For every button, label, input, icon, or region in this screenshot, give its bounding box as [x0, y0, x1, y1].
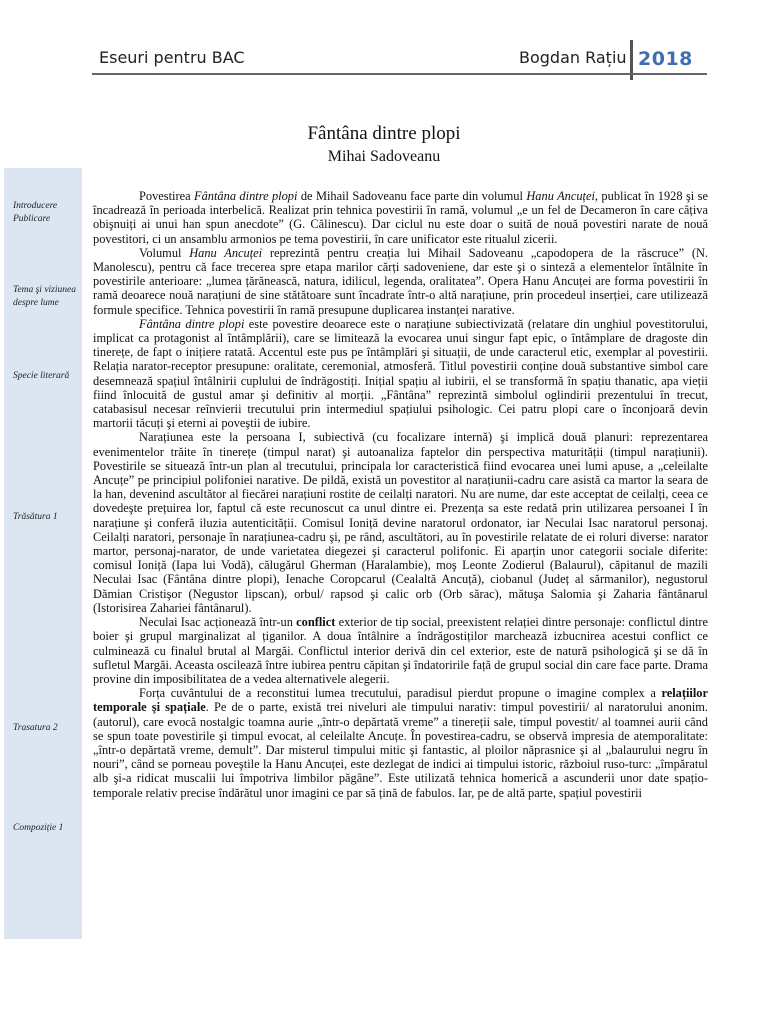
paragraph-trasatura-2: Neculai Isac acționează într-un conflict exterior de tip social, preexistent relației dintre personaje: conflictul dintre boier şi grupul marginalizat al țiganilor. A doua întâlnire a îndrăgostiților marchează izbucnirea acestui conflict ce culminează cu finalul brutal al Margăi. Conflictul interior derivă din cel exterior, este de natură psihologică şi se dă în sufletul Margăi. Aceasta oscilează între iubirea pentru căpitan şi îndatoririle față de grupul social din care face parte. Drama provine din imposibilitatea de a vedea alternativele alegerii. [93, 615, 708, 686]
header-divider-horizontal [92, 73, 707, 75]
header-author: Bogdan Rațiu [519, 48, 627, 67]
header-series-title: Eseuri pentru BAC [99, 48, 245, 67]
essay-body [93, 189, 708, 800]
paragraph-introducere: Povestirea Fântâna dintre plopi de Mihail Sadoveanu face parte din volumul Hanu Ancuței, publicat în 1928 şi se încadrează în perioada interbelică. Realizat prin tehnica povestirii în ramă, volumul „e un fel de Decameron în care câțiva obişnuiți ai unui han spun anecdote” (G. Călinescu). Dar ciclul nu este doar o suită de nouă povestiri narate de nouă povestitori, ci un ansamblu armonios pe tema povestirii, în care unificator este ritualul zicerii. [93, 189, 708, 246]
margin-label-tema: Tema şi viziunea despre lume [13, 285, 76, 308]
margin-label-compozitie-1: Compoziție 1 [13, 823, 64, 833]
paragraph-specie: Fântâna dintre plopi este povestire deoarece este o narațiune subiectivizată (relatare din unghiul povestitorului, implicat ca protagonist al întâmplării), care se limitează la evocarea unui singur fapt epic, o întâmplare de dragoste din tinerețe, de fapt o inițiere ratată. Accentul este pus pe întâmplări şi situații, de unde caracterul etic, exemplar al povestirii. Relația narator-receptor presupune: oralitate, ceremonial, atmosferă. Titlul povestirii conține două substantive simbol care desemnează spațiul întâlnirii cuplului de îndrăgostiți. Inițial spațiu al iubirii, el se transformă în spațiu thanatic, apa vieții fiind înlocuită de gustul amar şi definitiv al morții. „Fântâna” reprezintă simbolul oglindirii prezentului în trecut, catabasisul necesar reînvierii trecutului prin intermediul spațiului psihologic. Cei patru plopi care o înconjoară devin martorii tăcuți şi eterni ai poveştii de iubire. [93, 316, 708, 431]
paragraph-compozitie-1: Forța cuvântului de a reconstitui lumea trecutului, paradisul pierdut propune o imagine complex a relațiilor temporale şi spațiale. Pe de o parte, există trei niveluri ale timpului narativ: timpul povestirii/ al naratorului anonim. (autorul), care evocă nostalgic toamna aurie „într-o depărtată vreme” a tinereții sale, timpul povestit/ al toamnei aurii când se spun toate povestirile şi timpul evocat, al celeilalte Ancuțe. În povestirea-cadru, se observă impresia de atemporalitate: „într-o depărtată vreme, demult”. Dar misterul timpului mitic şi fantastic, al ploilor năprasnice şi al „balaurului negru în nouri”, când se porneau poveştile la Hanu Ancuței, este dezlegat de indici ai timpului istoric, războiul ruso-turc: „împăratul alb şi-a ridicat muscalii lui împotriva limbilor păgâne”. Este utilizată tehnica homerică a ascunderii unor date spațio-temporale relativ precise îndărătul unor imagini ce par să țină de fabulos. Iar, pe de altă parte, spațiul povestirii [93, 686, 708, 800]
header-year: 2018 [638, 48, 693, 70]
margin-label-specie: Specie literară [13, 371, 70, 381]
margin-label-trasatura-2: Trasatura 2 [13, 723, 58, 733]
margin-label-introducere: Introducere Publicare [13, 201, 58, 224]
margin-label-trasatura-1: Trăsătura 1 [13, 512, 58, 522]
paragraph-trasatura-1: Narațiunea este la persoana I, subiectivă (cu focalizare internă) şi implică două planuri: reprezentarea evenimentelor trăite în tinerețe (timpul narat) şi autoanaliza faptelor din perspectiva maturității (timpul narațiunii). Povestirile se situează într-un plan al trecutului, principala lor caracteristică fiind evocarea unei lumi apuse, a „celeilalte Ancuțe” pe principiul polifoniei narative. De pildă, există un povestitor al narațiunii-cadru care asistă ca martor la seara de la han, devenind ascultător al fiecărei narațiuni rostite de ceilalți naratori. Nu are nume, dar este acceptat de ceilalți, ceea ce dovedeşte prețuirea lor, faptul că este recunoscut ca unul dintre ei. Prezența sa este redată prin utilizarea persoanei I în narațiune şi conferă iluzia autenticității. Comisul Ioniță devine naratorul ordonator, iar Neculai Isac naratorul personaj. Ceilalți naratori, personaje în narațiunea-cadru şi, pe rând, ascultători, au în povestirile relatate de ei roluri diverse: narator martor, personaj-narator, de unde varietatea diegezei şi caracterul polifonic. Ei aparțin unor categorii sociale diferite: comisul Ioniță (Iapa lui Vodă), călugărul Gherman (Haralambie), moş Leonte Zodierul (Balaurul), căpitanul de mazili Neculai Isac (Fântâna dintre plopi), Ienache Coropcarul (Cealaltă Ancuță), ciobanul (Județ al sărmanilor), negustorul Dămian Cristişor (Negustor lipscan), orbul/ rapsod şi calic orb (Orb sărac), mătuşa Salomia şi Zaharia fântânarul (Istorisirea Zahariei fântânarul). [93, 430, 708, 615]
paragraph-tema: Volumul Hanu Ancuței reprezintă pentru creația lui Mihail Sadoveanu „capodopera de la răscruce” (N. Manolescu), pentru că face trecerea spre etapa marilor cărți sadoveniene, dar este şi o sinteză a elementelor întâlnite în povestirile anterioare: „lumea țărănească, natura, idilicul, legenda, oralitatea”. Opera Hanu Ancuței are forma povestirii în ramă deoarece nouă narațiuni de sine stătătoare sunt încadrate într-o altă narațiune, prin procedeul inserției, care utilizează formule specifice. Tehnica povestirii în ramă presupune duplicarea instanței narative. [93, 245, 708, 317]
document-author: Mihai Sadoveanu [327, 148, 441, 165]
document-title: Fântâna dintre plopi [307, 123, 461, 144]
